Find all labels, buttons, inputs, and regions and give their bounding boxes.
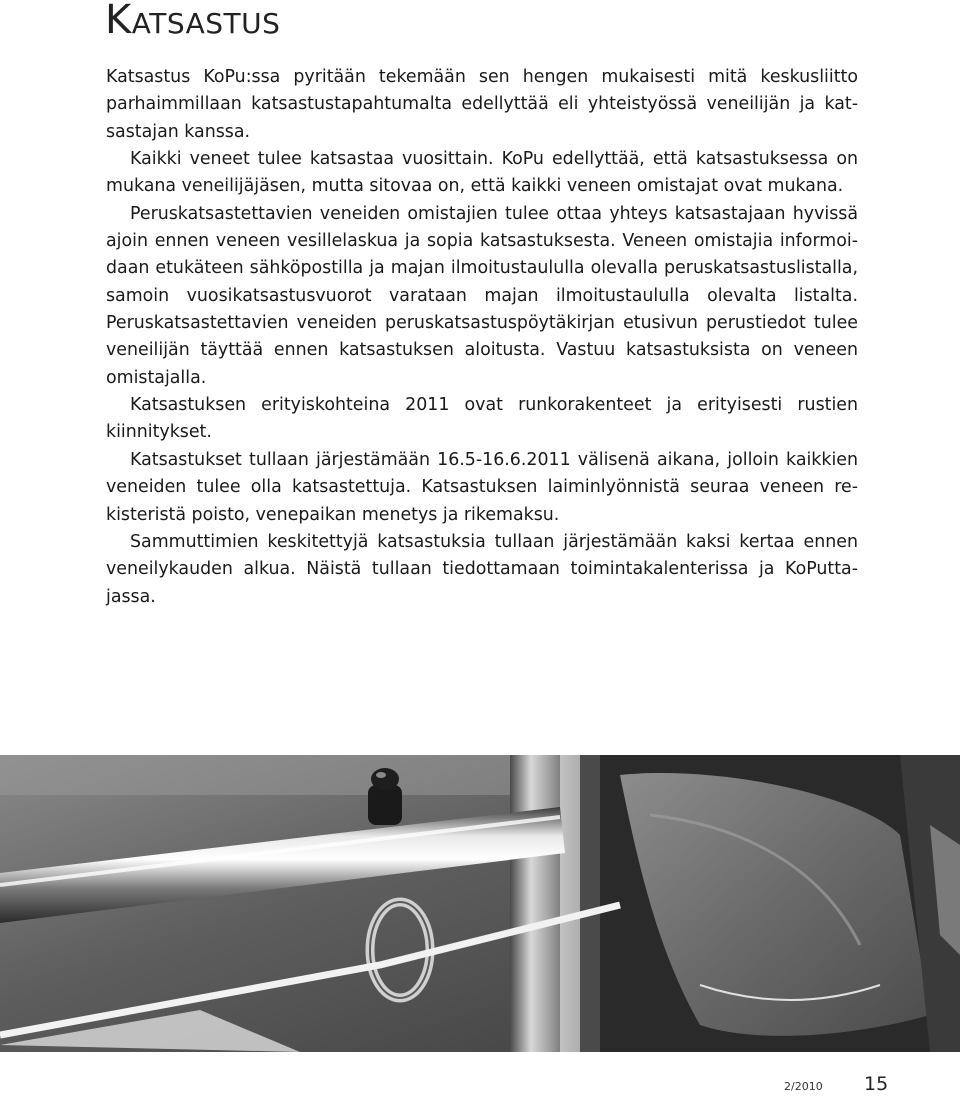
paragraph-extinguishers: Sammuttimien keskitettyjä katsastuksia tullaan järjestämään kaksi kertaa ennen veneilykauden alkua. Näistä tullaan tiedottamaan toimintakalenterissa ja KoPuttajassa. <box>106 531 858 607</box>
paragraph-schedule: Katsastukset tullaan järjestämään 16.5-16.6.2011 välisenä aikana, jolloin kaikkien veneiden tulee olla katsastettuja. Katsastuksen laiminlyönnistä seuraa veneen rekisteristä poisto, venepaikan menetys ja rikemaksu. <box>106 449 858 525</box>
page-title <box>105 0 280 44</box>
title-rest: ATSASTUS <box>131 7 281 40</box>
paragraph-annual: Kaikki veneet tulee katsastaa vuosittain. KoPu edellyttää, että katsastuksessa on mukana veneilijäjäsen, mutta sitovaa on, että kaikki veneen omistajat ovat mukana. <box>106 149 858 197</box>
paragraph-intro: Katsastus KoPu:ssa pyritään tekemään sen hengen mukaisesti mitä keskusliitto parhaimmillaan katsastustapahtumalta edellyttää eli yhteistyössä veneilijän ja katsastajan kanssa. <box>106 67 858 142</box>
paragraph-base-inspection: Peruskatsastettavien veneiden omistajien tulee ottaa yhteys katsastajaan hyvissä ajoin ennen veneen vesillelaskua ja sopia katsastuksesta. Veneen omistajia informoidaan etukäteen sähköpostilla ja majan ilmoitustaululla olevalla peruskatsastuslistalla, samoin vuosikatsastusvuorot varataan majan ilmoitustaululla olevalta listalta. Peruskatsastettavien veneiden peruskatsastuspöytäkirjan etusivun perustiedot tulee veneilijän täyttää ennen katsastuksen aloitusta. Vastuu katsastuksista on veneen omistajalla. <box>106 203 858 388</box>
title-initial: K <box>105 0 132 43</box>
boat-railing-photo <box>0 755 960 1052</box>
issue-number: 2/2010 <box>784 1080 823 1093</box>
paragraph-focus-2011: Katsastuksen erityiskohteina 2011 ovat runkorakenteet ja erityisesti rustien kiinnitykset. <box>106 395 858 443</box>
page-number: 15 <box>864 1073 889 1095</box>
article-body <box>106 64 858 611</box>
